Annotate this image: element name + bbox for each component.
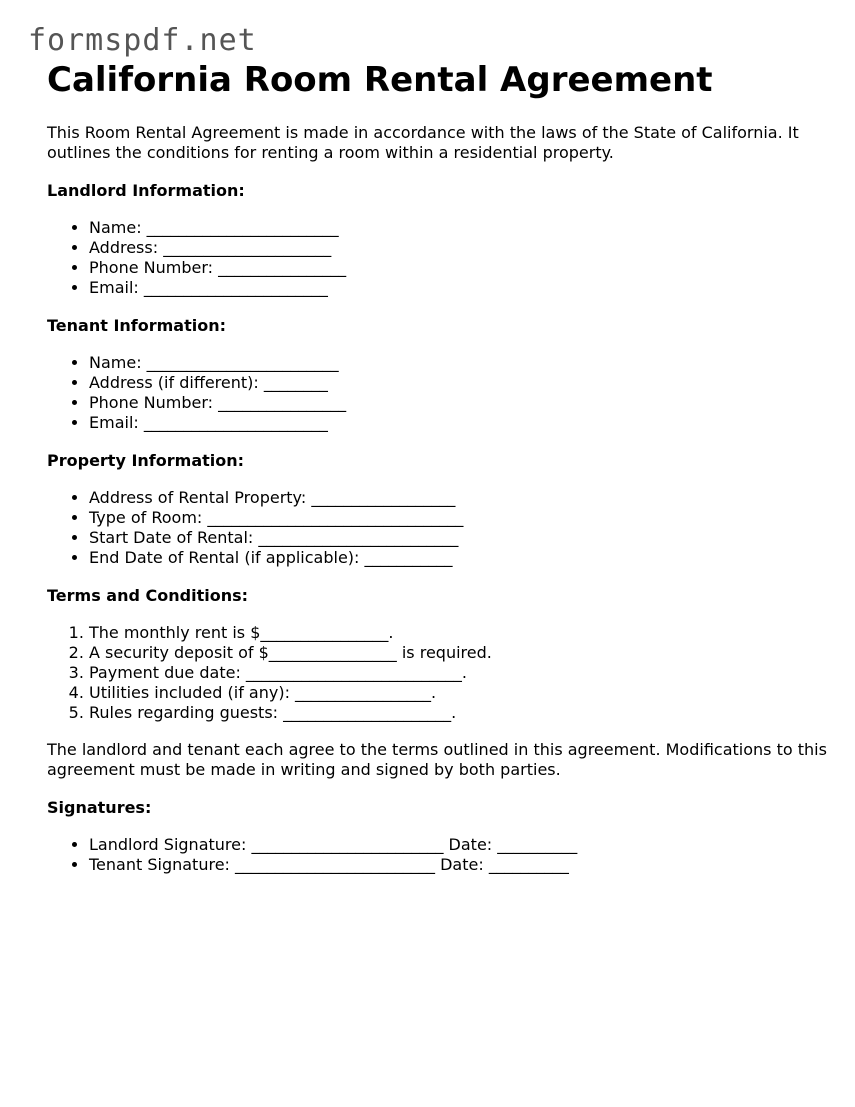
tenant-heading: Tenant Information: — [47, 316, 227, 335]
closing-paragraph: The landlord and tenant each agree to the terms outlined in this agreement. Modifications to this agreement must be made in writing and signed by both parties. — [47, 740, 827, 779]
terms-list — [47, 623, 837, 723]
tenant-email-field: • Email: _______________________ — [89, 413, 837, 433]
document-title: California Room Rental Agreement — [47, 60, 713, 100]
landlord-heading: Landlord Information: — [47, 181, 245, 200]
end-date-field: • End Date of Rental (if applicable): ___________ — [89, 548, 837, 568]
security-deposit-term: 2. A security deposit of $________________ is required. — [89, 643, 837, 663]
property-heading: Property Information: — [47, 451, 245, 470]
landlord-phone-field: • Phone Number: ________________ — [89, 258, 837, 278]
tenant-name-field: • Name: ________________________ — [89, 353, 837, 373]
property-list — [47, 488, 837, 568]
monthly-rent-term: 1. The monthly rent is $________________. — [89, 623, 837, 643]
tenant-phone-field: • Phone Number: ________________ — [89, 393, 837, 413]
tenant-address-field: • Address (if different): ________ — [89, 373, 837, 393]
room-type-field: • Type of Room: ________________________________ — [89, 508, 837, 528]
tenant-signature-line: • Tenant Signature: _________________________ Date: __________ — [89, 855, 837, 875]
utilities-term: 4. Utilities included (if any): _________________. — [89, 683, 837, 703]
start-date-field: • Start Date of Rental: _________________________ — [89, 528, 837, 548]
signatures-list — [47, 835, 837, 875]
landlord-address-field: • Address: _____________________ — [89, 238, 837, 258]
landlord-signature-line: • Landlord Signature: ________________________ Date: __________ — [89, 835, 837, 855]
intro-paragraph: This Room Rental Agreement is made in accordance with the laws of the State of California. It outlines the conditions for renting a room within a residential property. — [47, 123, 799, 162]
landlord-name-field: • Name: ________________________ — [89, 218, 837, 238]
tenant-list — [47, 353, 837, 433]
signatures-heading: Signatures: — [47, 798, 152, 817]
guest-rules-term: 5. Rules regarding guests: _____________________. — [89, 703, 837, 723]
payment-due-term: 3. Payment due date: ___________________________. — [89, 663, 837, 683]
terms-heading: Terms and Conditions: — [47, 586, 249, 605]
property-address-field: • Address of Rental Property: __________________ — [89, 488, 837, 508]
document-body — [47, 58, 837, 875]
landlord-list — [47, 218, 837, 298]
landlord-email-field: • Email: _______________________ — [89, 278, 837, 298]
watermark: formspdf.net — [28, 23, 257, 58]
